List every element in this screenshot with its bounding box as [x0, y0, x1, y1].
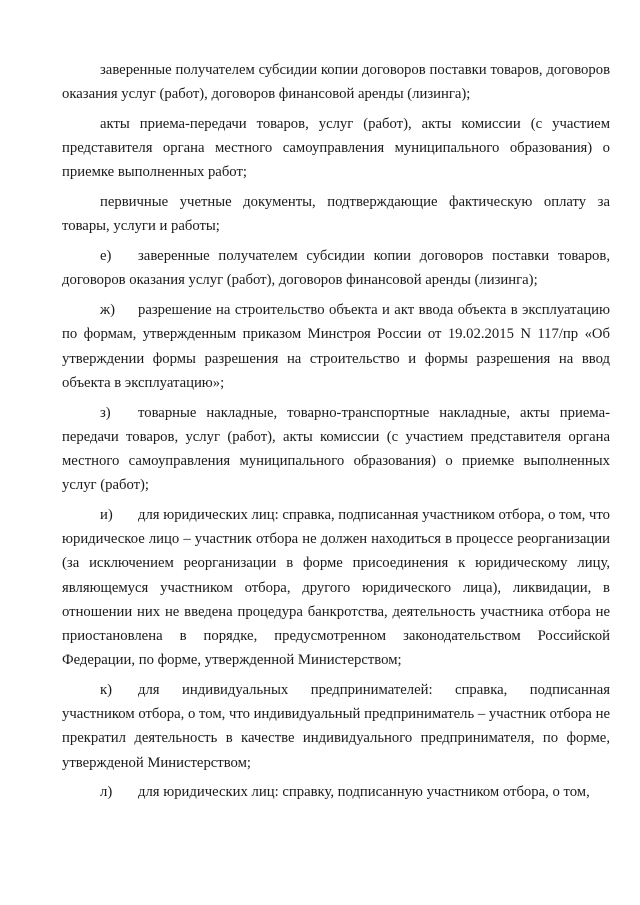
paragraph [62, 401, 610, 498]
list-marker: ж) [100, 302, 116, 319]
paragraph-text: акты приема-передачи товаров, услуг (работ), акты комиссии (с участием представителя органа местного самоуправления муниципального образования) о приемке выполненных работ; [62, 116, 610, 181]
paragraph [62, 298, 610, 395]
paragraph [62, 678, 610, 775]
list-marker: и) [100, 507, 113, 524]
paragraph-text: для юридических лиц: справку, подписанную участником отбора, о том, [138, 784, 590, 801]
list-marker: к) [100, 682, 113, 699]
paragraph [62, 503, 610, 672]
paragraph [62, 190, 610, 238]
paragraph-text: для индивидуальных предпринимателей: справка, подписанная участником отбора, о том, что индивидуальный предприниматель – участник отбора не прекратил деятельность в качестве индивидуального предпринимателя, по форме, утвержденой Министерством; [62, 682, 610, 771]
paragraph-text: заверенные получателем субсидии копии договоров поставки товаров, договоров оказания услуг (работ), договоров финансовой аренды (лизинга); [62, 248, 610, 289]
paragraph [62, 244, 610, 292]
paragraph [62, 780, 610, 804]
list-marker: з) [100, 404, 111, 421]
paragraph-text: заверенные получателем субсидии копии договоров поставки товаров, договоров оказания услуг (работ), договоров финансовой аренды (лизинга); [62, 62, 610, 103]
paragraph-text: разрешение на строительство объекта и акт ввода объекта в эксплуатацию по формам, утвержденным приказом Минстроя России от 19.02.2015 N 117/пр «Об утверждении формы разрешения на строительство и формы разрешения на ввод объекта в эксплуатацию»; [62, 302, 610, 391]
paragraph-text: для юридических лиц: справка, подписанная участником отбора, о том, что юридическое лицо – участник отбора не должен находиться в процессе реорганизации (за исключением реорганизации в форме присоединения к юридическому лицу, являющемуся участником отбора, другого юридического лица), ликвидации, в отношении них не введена процедура банкротства, деятельность участника отбора не приостановлена в порядке, предусмотренном законодательством Российской Федерации, по форме, утвержденной Министерством; [62, 507, 610, 669]
list-marker: е) [100, 248, 112, 265]
paragraph-text: товарные накладные, товарно-транспортные накладные, акты приема-передачи товаров, услуг (работ), акты комиссии (с участием представителя органа местного самоуправления муниципального образования) о приемке выполненных услуг (работ); [62, 404, 610, 494]
paragraph-text: первичные учетные документы, подтверждающие фактическую оплату за товары, услуги и работы; [62, 194, 610, 235]
paragraph [62, 112, 610, 185]
list-marker: л) [100, 784, 113, 801]
paragraph [62, 58, 610, 106]
